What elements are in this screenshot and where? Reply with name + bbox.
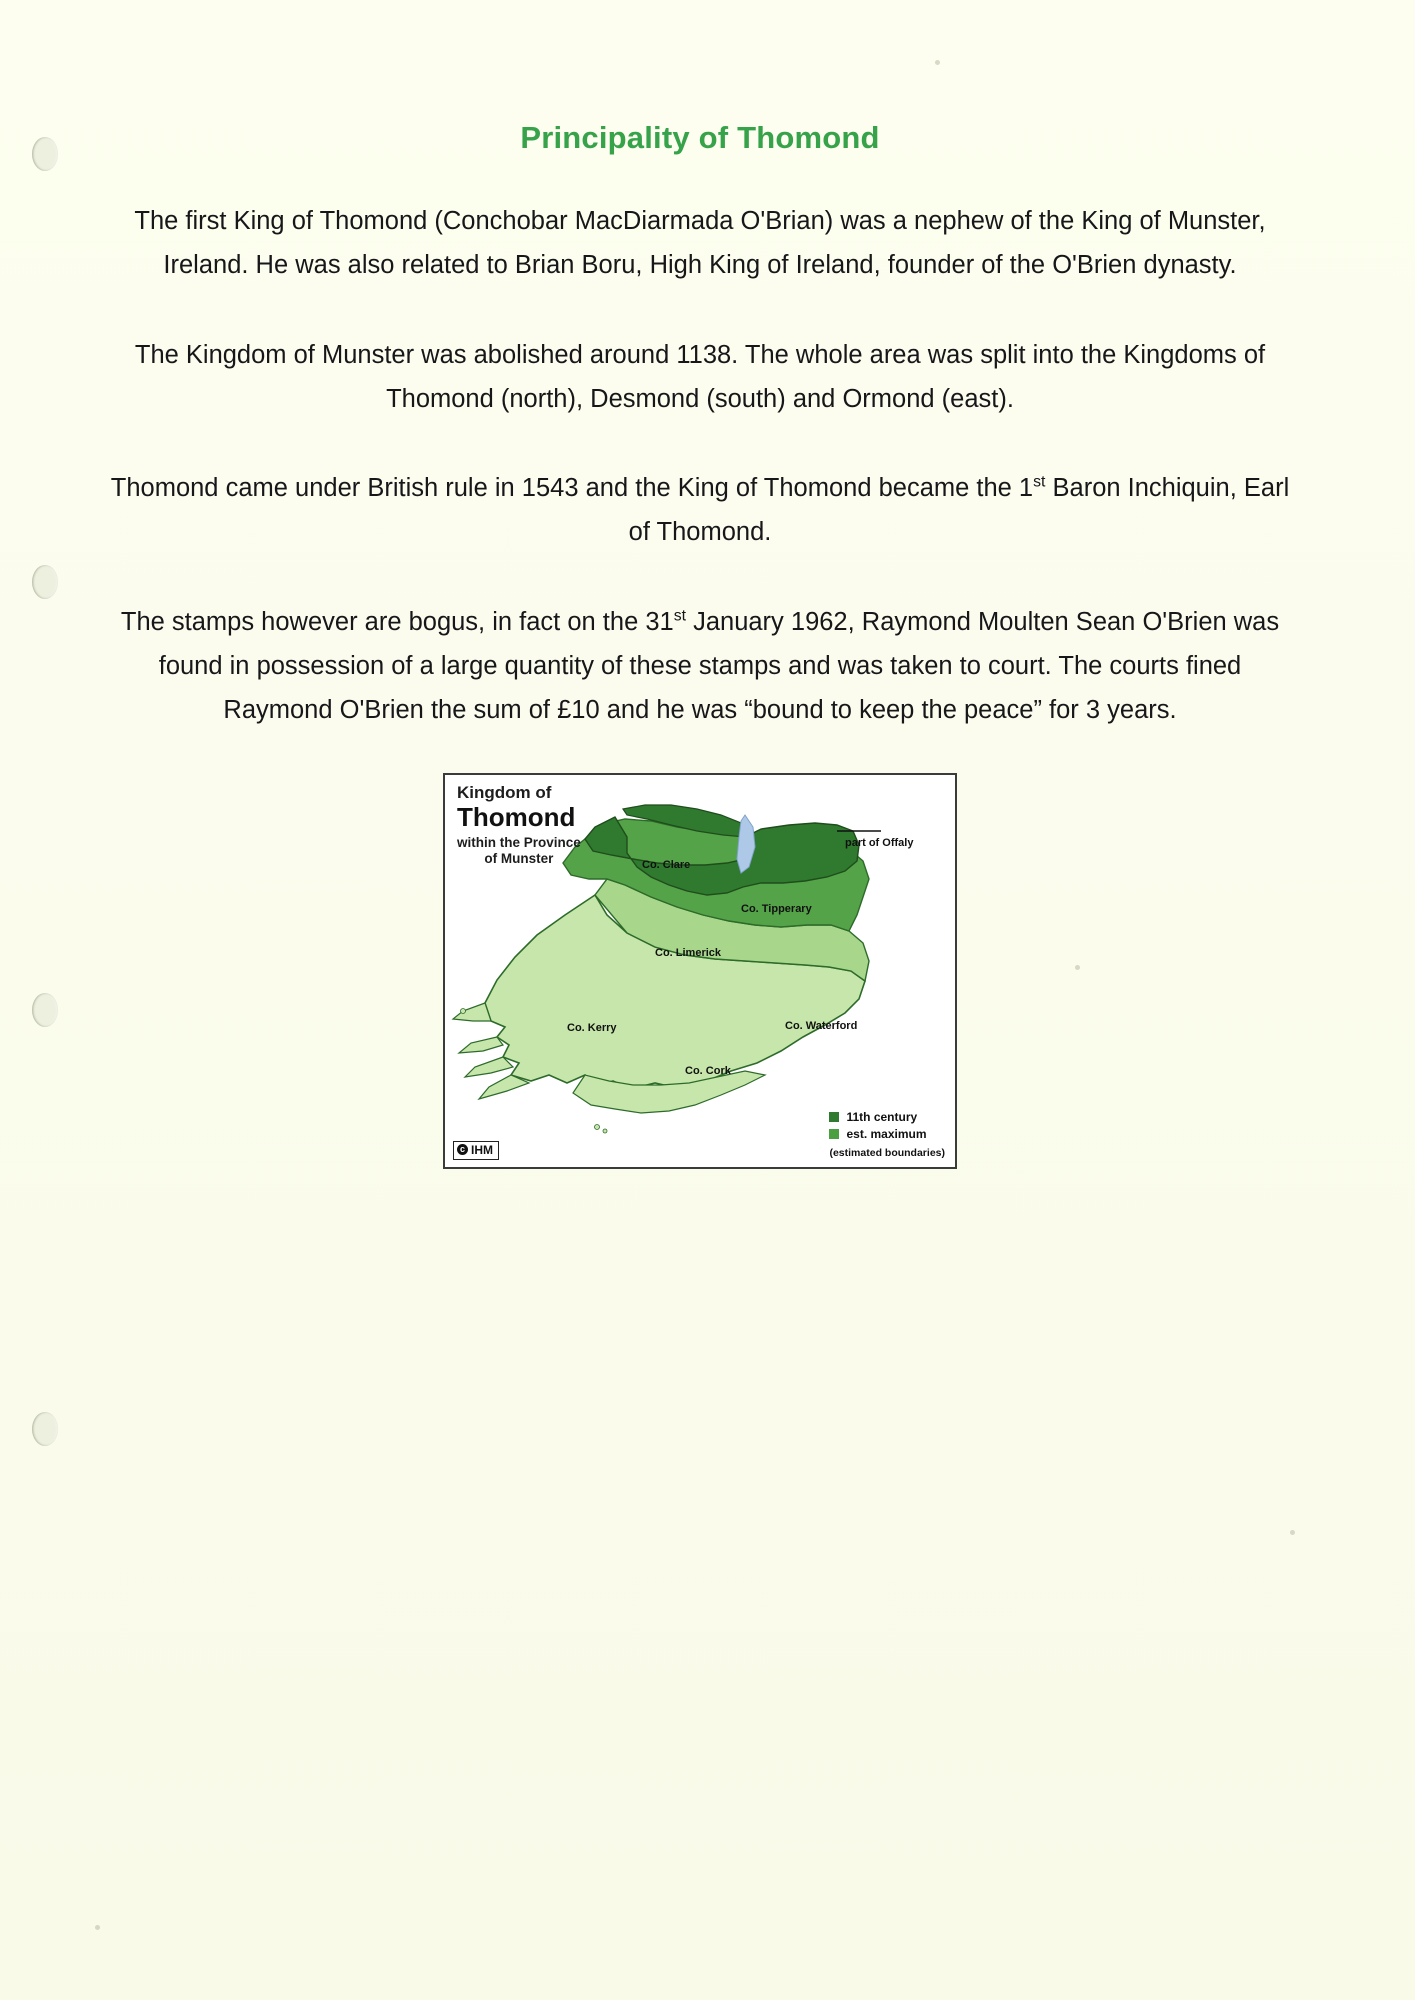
paragraph-4-ordinal-suffix: st <box>673 607 686 625</box>
map-label-tipperary: Co. Tipperary <box>741 902 812 915</box>
map-label-kerry: Co. Kerry <box>567 1021 617 1034</box>
map-label-clare: Co. Clare <box>642 858 691 871</box>
map-kingdom-label: Kingdom of <box>457 782 552 802</box>
paragraph-4 <box>100 601 1300 733</box>
ihm-credit-badge <box>453 1141 499 1160</box>
legend-swatch-icon <box>829 1129 839 1139</box>
map-label-limerick: Co. Limerick <box>655 946 722 959</box>
legend-label: 11th century <box>846 1110 918 1125</box>
map-figure-thomond <box>443 773 957 1169</box>
paragraph-1-line-3: High King of Ireland, founder of the O'Brien dynasty. <box>649 250 1237 279</box>
punch-hole <box>32 137 58 171</box>
paragraph-3-text-after: Baron Inchiquin, Earl of Thomond. <box>628 474 1290 547</box>
paragraph-3 <box>100 467 1300 555</box>
ihm-credit-label: IHM <box>471 1142 493 1157</box>
map-label-offaly: part of Offaly <box>845 836 914 849</box>
legend-note: (estimated boundaries) <box>829 1146 945 1159</box>
map-label-waterford: Co. Waterford <box>785 1019 858 1032</box>
map-subtitle-line-1: within the Province <box>457 834 581 850</box>
paragraph-1 <box>100 200 1300 288</box>
document-body <box>100 120 1300 1169</box>
scan-speck <box>95 1925 100 1930</box>
copyright-icon: c <box>457 1144 468 1155</box>
map-subtitle-line-2: of Munster <box>484 851 554 867</box>
paragraph-3-text-before: Thomond came under British rule in 1543 and the King of Thomond became the 1 <box>110 474 1034 503</box>
paragraph-1-line-1: The first King of Thomond (Conchobar MacDiarmada O'Brian) was a <box>134 207 907 235</box>
paragraph-2-line-3: (east). <box>941 384 1014 413</box>
map-label-cork: Co. Cork <box>685 1064 731 1077</box>
punch-hole <box>32 565 58 599</box>
paragraph-2-line-2: split into the Kingdoms of Thomond (north), Desmond (south) and Ormond <box>386 340 1266 413</box>
paragraph-1-line-2: nephew of the King of Munster, Ireland. He was also related to Brian Boru, <box>163 207 1266 279</box>
scan-speck <box>935 60 940 65</box>
punch-hole <box>32 993 58 1027</box>
map-legend <box>829 1109 945 1158</box>
paragraph-4-text-before: The stamps however are bogus, in fact on the 31 <box>120 608 674 637</box>
paragraph-2-line-1: The Kingdom of Munster was abolished around 1138. The whole area was <box>134 340 974 369</box>
paragraph-3-ordinal-suffix: st <box>1033 473 1046 491</box>
page-title: Principality of Thomond <box>520 120 880 155</box>
scan-speck <box>1290 1530 1295 1535</box>
legend-label: est. maximum <box>846 1126 927 1141</box>
legend-swatch-icon <box>829 1112 839 1122</box>
punch-hole <box>32 1412 58 1446</box>
paragraph-2 <box>100 334 1300 422</box>
legend-item-est-maximum <box>829 1126 945 1142</box>
paragraph-4-text-after: January 1962, Raymond Moulten Sean O'Brien was found in possession of a large quantity of these stamps and was taken to court. The courts fined Raymond O'Brien the sum of £10 and he was “bound to keep the peace” for 3 years. <box>158 608 1280 724</box>
map-thomond-label: Thomond <box>457 802 576 833</box>
map-subtitle <box>457 835 581 867</box>
map-title-block <box>457 783 581 868</box>
legend-item-11th-century <box>829 1109 945 1125</box>
